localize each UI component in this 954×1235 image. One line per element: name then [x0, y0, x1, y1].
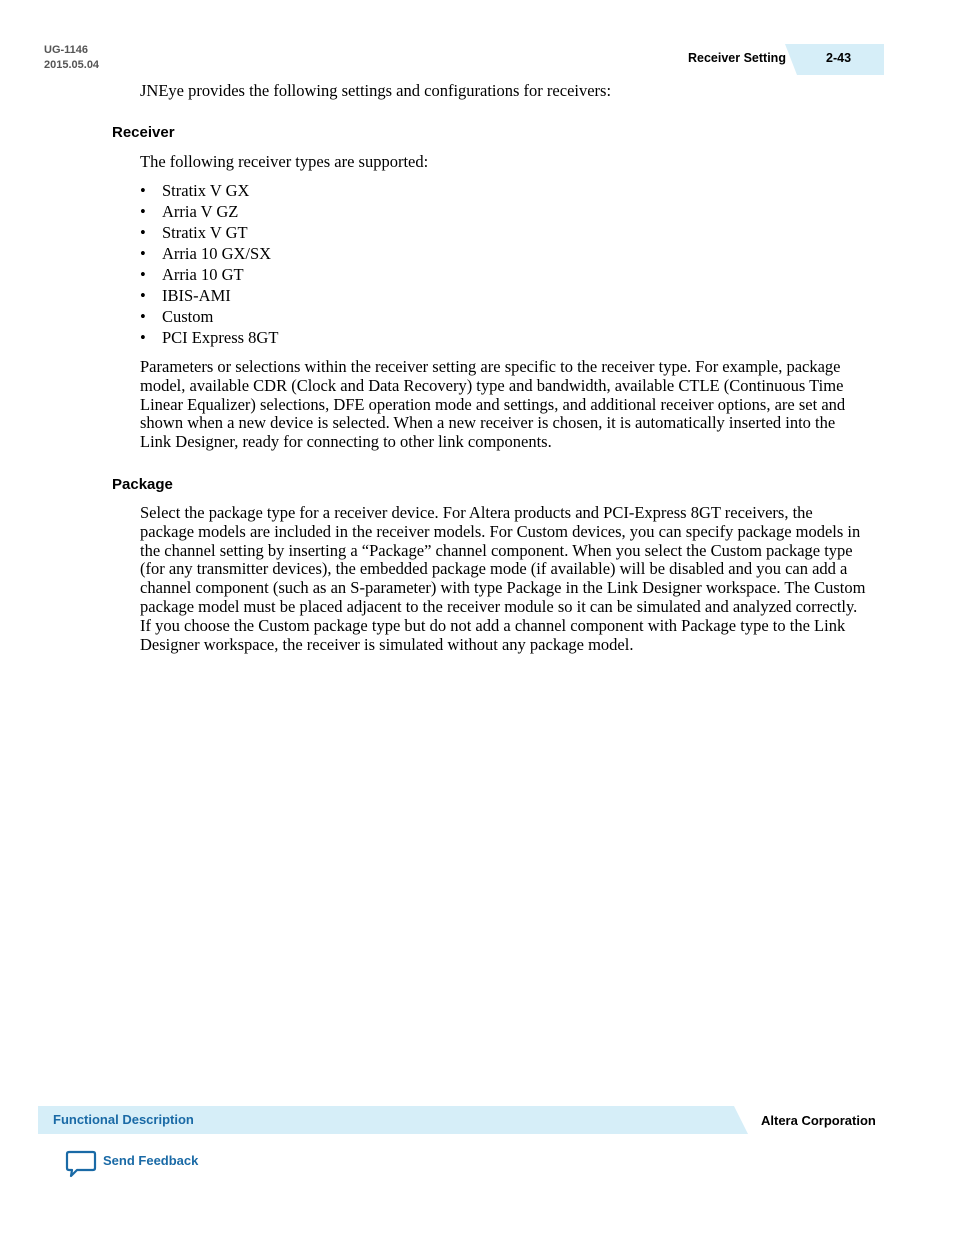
- list-item: [140, 224, 278, 245]
- doc-id-block: [44, 43, 99, 73]
- list-item-label: Arria 10 GT: [162, 265, 244, 284]
- doc-date: 2015.05.04: [44, 59, 100, 71]
- list-item-label: Stratix V GT: [162, 223, 248, 242]
- list-item-label: Arria 10 GX/SX: [162, 244, 272, 263]
- list-item: [140, 287, 278, 308]
- bullet: •: [140, 286, 146, 305]
- intro-paragraph: JNEye provides the following settings and configurations for receivers:: [140, 81, 612, 100]
- speech-bubble-icon[interactable]: [65, 1150, 97, 1178]
- bullet: •: [140, 223, 146, 242]
- package-heading: Package: [112, 476, 173, 493]
- list-item: [140, 203, 278, 224]
- list-item-label: Custom: [162, 307, 214, 326]
- footer-company: Altera Corporation: [761, 1113, 876, 1128]
- bullet: •: [140, 328, 146, 347]
- list-item: [140, 182, 278, 203]
- bullet: •: [140, 307, 146, 326]
- footer-chapter[interactable]: Functional Description: [53, 1112, 194, 1127]
- package-paragraph: Select the package type for a receiver device. For Altera products and PCI-Express 8GT receivers, the package models are included in the receiver models. For Custom devices, you can specify package models in the channel setting by inserting a “Package” channel component. When you select the Custom package type (for any transmitter devices), the embedded package mode (if available) will be disabled and you can add a channel component (such as an S-parameter) with type Package in the Link Designer workspace. The Custom package model must be placed adjacent to the receiver module so it can be simulated and analyzed correctly. If you choose the Custom package type but do not add a channel component with Package type to the Link Designer workspace, the receiver is simulated without any package model.: [140, 503, 866, 654]
- receiver-type-list: [140, 182, 278, 350]
- list-item: [140, 266, 278, 287]
- bullet: •: [140, 181, 146, 200]
- list-item-label: IBIS-AMI: [162, 286, 231, 305]
- list-item-label: PCI Express 8GT: [162, 328, 279, 347]
- receiver-paragraph: Parameters or selections within the receiver setting are specific to the receiver type. For example, package model, available CDR (Clock and Data Recovery) type and bandwidth, available CTLE (Continuous Time Linear Equalizer) selections, DFE operation mode and settings, and additional receiver options, are set and shown when a new device is selected. When a new receiver is chosen, it is automatically inserted into the Link Designer, ready for connecting to other link components.: [140, 357, 846, 452]
- list-item-label: Stratix V GX: [162, 181, 250, 200]
- receiver-intro: The following receiver types are supported:: [140, 152, 429, 171]
- list-item: [140, 308, 278, 329]
- list-item: [140, 245, 278, 266]
- bullet: •: [140, 265, 146, 284]
- send-feedback-link[interactable]: Send Feedback: [103, 1153, 199, 1168]
- list-item-label: Arria V GZ: [162, 202, 239, 221]
- receiver-heading: Receiver: [112, 124, 175, 141]
- bullet: •: [140, 202, 146, 221]
- bullet: •: [140, 244, 146, 263]
- list-item: [140, 329, 278, 350]
- page-number: 2-43: [826, 51, 852, 65]
- header-section-title: Receiver Setting: [688, 51, 786, 65]
- doc-id: UG-1146: [44, 44, 89, 56]
